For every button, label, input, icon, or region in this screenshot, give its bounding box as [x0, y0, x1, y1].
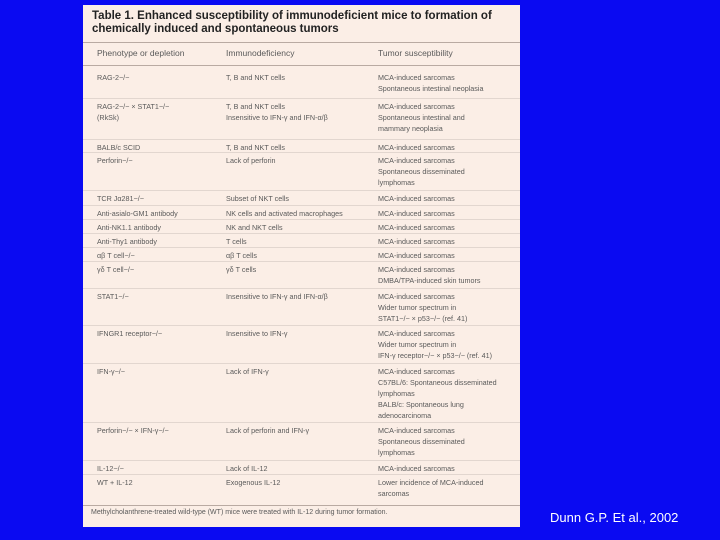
row-divider [83, 139, 520, 140]
cell-immunodeficiency: Subset of NKT cells [226, 194, 289, 203]
cell-immunodeficiency: Lack of IFN-γ [226, 367, 269, 376]
row-divider [83, 325, 520, 326]
cell-tumor-susceptibility: MCA-induced sarcomas C57BL/6: Spontaneous disseminated lymphomas BALB/c: Spontaneous lung adenocarcinoma [378, 367, 497, 420]
cell-phenotype: WT + IL-12 [97, 478, 133, 487]
row-divider [83, 98, 520, 99]
cell-tumor-susceptibility: MCA-induced sarcomas [378, 194, 455, 203]
cell-immunodeficiency: T cells [226, 237, 247, 246]
row-divider [83, 233, 520, 234]
cell-phenotype: IFNGR1 receptor−/− [97, 329, 163, 338]
cell-immunodeficiency: T, B and NKT cells Insensitive to IFN-γ and IFN-α/β [226, 102, 328, 122]
cell-immunodeficiency: Exogenous IL-12 [226, 478, 281, 487]
cell-immunodeficiency: γδ T cells [226, 265, 257, 274]
cell-tumor-susceptibility: Lower incidence of MCA-induced sarcomas [378, 478, 484, 498]
cell-tumor-susceptibility: MCA-induced sarcomas Spontaneous disseminated lymphomas [378, 156, 465, 187]
cell-immunodeficiency: T, B and NKT cells [226, 143, 285, 152]
cell-tumor-susceptibility: MCA-induced sarcomas Spontaneous intestinal neoplasia [378, 73, 484, 93]
cell-phenotype: αβ T cell−/− [97, 251, 135, 260]
row-divider [83, 219, 520, 220]
cell-phenotype: Anti-NK1.1 antibody [97, 223, 161, 232]
row-divider [83, 205, 520, 206]
cell-phenotype: IFN-γ−/− [97, 367, 125, 376]
table-footnote: Methylcholanthrene-treated wild-type (WT) mice were treated with IL-12 during tumor formation. [91, 509, 388, 516]
citation: Dunn G.P. Et al., 2002 [550, 510, 679, 525]
cell-immunodeficiency: Lack of IL-12 [226, 464, 268, 473]
row-divider [83, 261, 520, 262]
table-header-row [83, 42, 520, 66]
cell-tumor-susceptibility: MCA-induced sarcomas Wider tumor spectrum in STAT1−/− × p53−/− (ref. 41) [378, 292, 468, 323]
row-divider [83, 247, 520, 248]
row-divider [83, 190, 520, 191]
cell-phenotype: TCR Jα281−/− [97, 194, 144, 203]
cell-immunodeficiency: NK cells and activated macrophages [226, 209, 343, 218]
cell-immunodeficiency: Lack of perforin [226, 156, 276, 165]
cell-immunodeficiency: Insensitive to IFN-γ and IFN-α/β [226, 292, 328, 301]
cell-phenotype: Anti-Thy1 antibody [97, 237, 157, 246]
table-panel [83, 5, 520, 527]
cell-tumor-susceptibility: MCA-induced sarcomas [378, 223, 455, 232]
row-divider [83, 422, 520, 423]
header-phenotype: Phenotype or depletion [97, 48, 185, 58]
cell-tumor-susceptibility: MCA-induced sarcomas [378, 251, 455, 260]
cell-tumor-susceptibility: MCA-induced sarcomas [378, 143, 455, 152]
cell-phenotype: Perforin−/− [97, 156, 133, 165]
cell-tumor-susceptibility: MCA-induced sarcomas Spontaneous disseminated lymphomas [378, 426, 465, 457]
cell-phenotype: γδ T cell−/− [97, 265, 135, 274]
row-divider [83, 288, 520, 289]
cell-phenotype: Anti-asialo-GM1 antibody [97, 209, 178, 218]
table-title: Table 1. Enhanced susceptibility of immunodeficient mice to formation of chemically induced and spontaneous tumors [92, 10, 492, 35]
cell-tumor-susceptibility: MCA-induced sarcomas [378, 209, 455, 218]
footnote-divider [83, 505, 520, 506]
row-divider [83, 363, 520, 364]
cell-immunodeficiency: T, B and NKT cells [226, 73, 285, 82]
cell-tumor-susceptibility: MCA-induced sarcomas [378, 464, 455, 473]
row-divider [83, 474, 520, 475]
cell-phenotype: BALB/c SCID [97, 143, 141, 152]
cell-phenotype: RAG-2−/− [97, 73, 130, 82]
cell-phenotype: Perforin−/− × IFN-γ−/− [97, 426, 169, 435]
row-divider [83, 460, 520, 461]
header-tumor-susceptibility: Tumor susceptibility [378, 48, 453, 58]
cell-phenotype: STAT1−/− [97, 292, 129, 301]
cell-immunodeficiency: αβ T cells [226, 251, 257, 260]
cell-phenotype: IL-12−/− [97, 464, 124, 473]
cell-tumor-susceptibility: MCA-induced sarcomas Wider tumor spectrum in IFN-γ receptor−/− × p53−/− (ref. 41) [378, 329, 493, 360]
cell-tumor-susceptibility: MCA-induced sarcomas DMBA/TPA-induced skin tumors [378, 265, 481, 285]
header-immunodeficiency: Immunodeficiency [226, 48, 295, 58]
cell-immunodeficiency: Insensitive to IFN-γ [226, 329, 288, 338]
cell-tumor-susceptibility: MCA-induced sarcomas [378, 237, 455, 246]
cell-immunodeficiency: NK and NKT cells [226, 223, 283, 232]
cell-immunodeficiency: Lack of perforin and IFN-γ [226, 426, 310, 435]
cell-phenotype: RAG-2−/− × STAT1−/− (RkSk) [97, 102, 170, 122]
row-divider [83, 152, 520, 153]
cell-tumor-susceptibility: MCA-induced sarcomas Spontaneous intestinal and mammary neoplasia [378, 102, 465, 133]
